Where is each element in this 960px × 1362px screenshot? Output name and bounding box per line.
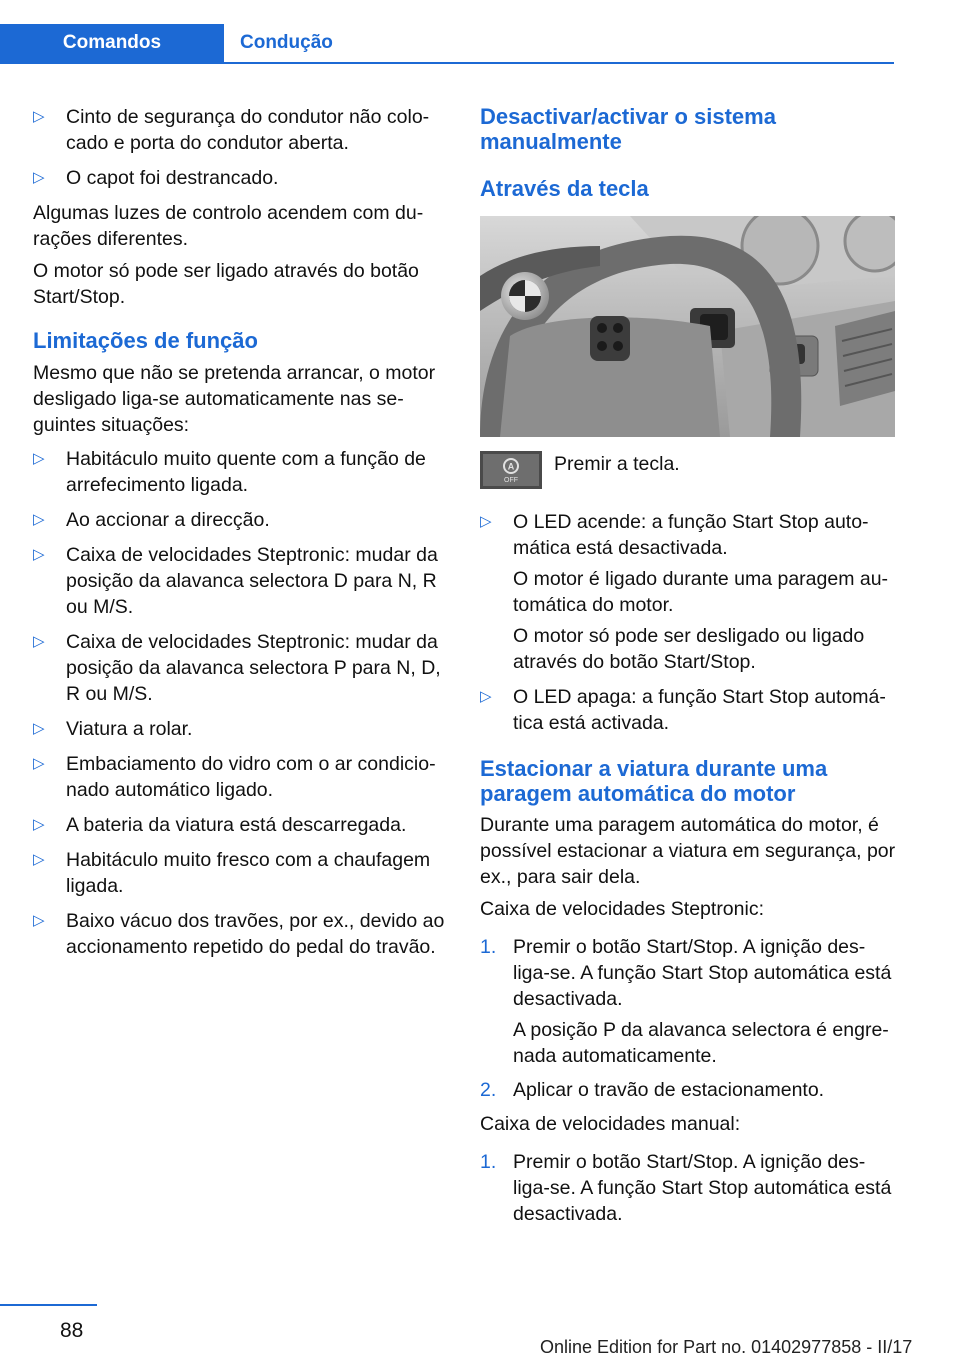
bullet-item	[33, 812, 448, 838]
step-text: Premir o botão Start/Stop. A ignição des-liga-se. A função Start Stop automática está desactivada.	[513, 936, 892, 1010]
section-heading: Estacionar a viatura durante uma paragem automática do motor	[480, 756, 828, 806]
bullet-text: Viatura a rolar.	[66, 718, 193, 740]
bullet-item	[480, 509, 896, 675]
tab-comandos[interactable]: Comandos	[0, 24, 224, 62]
paragraph: Mesmo que não se pretenda arrancar, o motor desligado liga-se automaticamente nas se-guintes situações:	[33, 362, 436, 436]
bullet-text: Baixo vácuo dos travões, por ex., devido ao accionamento repetido do pedal do travão.	[66, 910, 445, 958]
step-number: 1.	[480, 936, 497, 958]
step-text: Aplicar o travão de estacionamento.	[513, 1079, 825, 1101]
numbered-step	[480, 1149, 896, 1227]
step-text: Premir o botão Start/Stop. A ignição des-liga-se. A função Start Stop automática está desactivada.	[513, 1151, 892, 1225]
bullet-text: Caixa de velocidades Steptronic: mudar da posição da alavanca selectora D para N, R ou M/S.	[66, 544, 438, 618]
bullet-text: Ao accionar a direcção.	[66, 509, 270, 531]
step-subtext: A posição P da alavanca selectora é engre-nada automaticamente.	[513, 1019, 889, 1067]
start-stop-off-button-icon	[480, 451, 542, 489]
steering-wheel-photo	[480, 216, 895, 437]
right-column	[480, 104, 896, 1235]
tab-conducao[interactable]: Condução	[240, 32, 333, 53]
chapter-tabbar	[0, 24, 894, 64]
page-number: 88	[60, 1319, 84, 1342]
footer-rule	[0, 1304, 97, 1306]
section-heading: Desactivar/activar o sistema manualmente	[480, 104, 776, 154]
triangle-bullet-icon: ▷	[33, 511, 45, 528]
triangle-bullet-icon: ▷	[480, 513, 492, 530]
bullet-subtext: O motor é ligado durante uma paragem au-tomática do motor.	[513, 568, 889, 616]
bullet-text: Embaciamento do vidro com o ar condicio-nado automático ligado.	[66, 753, 436, 801]
triangle-bullet-icon: ▷	[33, 851, 45, 868]
triangle-bullet-icon: ▷	[33, 108, 45, 125]
bullet-item	[33, 908, 448, 960]
subsection-heading: Através da tecla	[480, 176, 649, 201]
triangle-bullet-icon: ▷	[33, 912, 45, 929]
paragraph: Durante uma paragem automática do motor, é possível estacionar a viatura em segurança, por ex., para sair dela.	[480, 814, 896, 888]
bullet-text: O LED acende: a função Start Stop auto-mática está desactivada.	[513, 511, 869, 559]
key-instruction-row	[480, 451, 896, 497]
bullet-item	[33, 446, 448, 498]
bullet-item	[33, 542, 448, 620]
step-number: 1.	[480, 1151, 497, 1173]
paragraph: Caixa de velocidades manual:	[480, 1113, 741, 1135]
triangle-bullet-icon: ▷	[33, 169, 45, 186]
bullet-item	[33, 165, 448, 191]
triangle-bullet-icon: ▷	[33, 816, 45, 833]
bullet-text: O capot foi destrancado.	[66, 167, 279, 189]
bullet-item	[33, 751, 448, 803]
triangle-bullet-icon: ▷	[33, 450, 45, 467]
paragraph: Algumas luzes de controlo acendem com du-rações diferentes.	[33, 202, 424, 250]
bullet-text: O LED apaga: a função Start Stop automá-tica está activada.	[513, 686, 886, 734]
step-number: 2.	[480, 1079, 497, 1101]
bullet-text: Habitáculo muito fresco com a chaufagem ligada.	[66, 849, 431, 897]
triangle-bullet-icon: ▷	[33, 755, 45, 772]
bullet-item	[33, 629, 448, 707]
bullet-text: Caixa de velocidades Steptronic: mudar da posição da alavanca selectora P para N, D, R ou M/S.	[66, 631, 441, 705]
triangle-bullet-icon: ▷	[33, 633, 45, 650]
left-column	[33, 104, 448, 969]
bullet-text: A bateria da viatura está descarregada.	[66, 814, 407, 836]
bullet-item	[33, 847, 448, 899]
svg-text:A: A	[507, 461, 515, 472]
paragraph: O motor só pode ser ligado através do botão Start/Stop.	[33, 260, 419, 308]
numbered-step	[480, 934, 896, 1069]
bullet-item	[33, 507, 448, 533]
numbered-step	[480, 1077, 896, 1103]
bullet-item	[33, 104, 448, 156]
paragraph: Caixa de velocidades Steptronic:	[480, 898, 764, 920]
triangle-bullet-icon: ▷	[480, 688, 492, 705]
bullet-item	[33, 716, 448, 742]
key-instruction-text: Premir a tecla.	[554, 453, 680, 475]
triangle-bullet-icon: ▷	[33, 546, 45, 563]
section-heading: Limitações de função	[33, 328, 258, 353]
bullet-subtext: O motor só pode ser desligado ou ligado através do botão Start/Stop.	[513, 625, 865, 673]
triangle-bullet-icon: ▷	[33, 720, 45, 737]
bullet-item	[480, 684, 896, 736]
bullet-text: Cinto de segurança do condutor não colo-cado e porta do condutor aberta.	[66, 106, 430, 154]
bullet-text: Habitáculo muito quente com a função de arrefecimento ligada.	[66, 448, 426, 496]
svg-text:OFF: OFF	[504, 477, 518, 484]
edition-note: Online Edition for Part no. 01402977858 - II/17	[540, 1337, 913, 1357]
